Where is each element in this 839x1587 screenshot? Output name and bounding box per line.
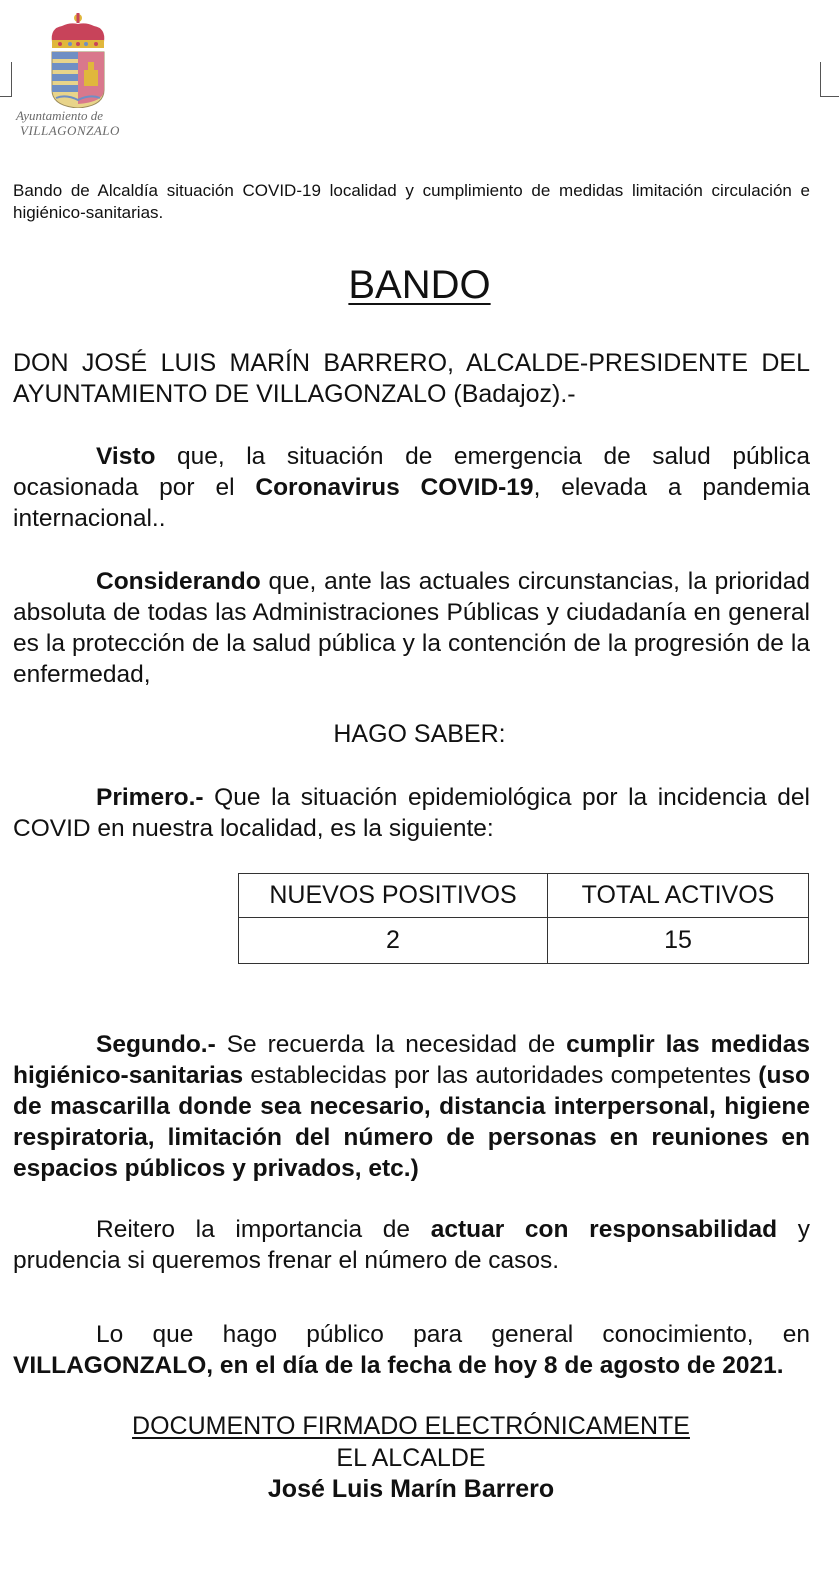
hago-saber-heading: HAGO SABER: [333,720,506,748]
paragraph-segundo [13,1029,810,1184]
paragraph-lead: Visto [96,443,156,470]
paragraph-lead: Primero.- [96,784,204,811]
paragraph-bold: VILLAGONZALO, en el día de la fecha de hoy 8 de agosto de 2021. [13,1352,784,1379]
value-total-activos: 15 [548,918,809,964]
paragraph-reitero [13,1214,810,1276]
signature-name: José Luis Marín Barrero [267,1475,555,1503]
value-nuevos-positivos: 2 [239,918,548,964]
paragraph-text: establecidas por las autoridades competentes [243,1062,759,1089]
paragraph-text: Lo que hago público para general conocimiento, en [96,1321,810,1348]
paragraph-bold: cumplir las medidas higiénico-sanitarias [13,1031,811,1089]
covid-stats-table [238,873,809,964]
document-title [0,262,839,308]
header-nuevos-positivos: NUEVOS POSITIVOS [239,874,548,918]
header-total-activos: TOTAL ACTIVOS [548,874,809,918]
paragraph-visto [13,441,810,534]
document-subject: Bando de Alcaldía situación COVID-19 localidad y cumplimiento de medidas limitación circulación e higiénico-sanitarias. [13,181,810,222]
municipal-logo [16,12,140,138]
paragraph-primero [13,782,810,844]
paragraph-text: Que la situación epidemiológica por la incidencia del COVID en nuestra localidad, es la siguiente: [13,784,810,842]
crop-mark-left [0,62,12,97]
signature-role: EL ALCALDE [336,1444,486,1472]
signature-block-line1 [0,1411,822,1442]
signed-electronically-text: DOCUMENTO FIRMADO ELECTRÓNICAMENTE [132,1412,690,1440]
paragraph-text: y prudencia si queremos frenar el número de casos. [13,1216,811,1274]
logo-caption-line2: VILLAGONZALO [20,123,120,138]
logo-caption-line1: Ayuntamiento de [16,108,104,123]
crop-mark-right [820,62,839,97]
paragraph-lead: Considerando [96,568,261,595]
paragraph-considerando [13,566,810,690]
paragraph-publicacion [13,1319,810,1381]
paragraph-text: Reitero la importancia de [96,1216,431,1243]
paragraph-bold: actuar con responsabilidad [430,1216,778,1243]
paragraph-text: , elevada a pandemia internacional.. [13,474,810,532]
paragraph-bold: Coronavirus COVID-19 [255,474,534,501]
coat-of-arms-icon [46,12,110,108]
paragraph-bold: (uso de mascarilla donde sea necesario, distancia interpersonal, higiene respiratoria, limitación del número de personas en reuniones en espacios públicos y privados, etc.) [13,1062,810,1182]
paragraph-text: que, ante las actuales circunstancias, la prioridad absoluta de todas las Administraciones Públicas y ciudadanía en general es la protección de la salud pública y la contención de la progresión de la enfermedad, [13,568,810,688]
paragraph-lead: Segundo.- [96,1031,216,1058]
table-header-row [239,874,809,918]
table-row [239,918,809,964]
title-text: BANDO [348,263,491,307]
mayor-heading: DON JOSÉ LUIS MARÍN BARRERO, ALCALDE-PRESIDENTE DEL AYUNTAMIENTO DE VILLAGONZALO (Badajoz).- [13,349,810,408]
paragraph-text: que, la situación de emergencia de salud pública ocasionada por el [13,443,810,501]
paragraph-text: Se recuerda la necesidad de [215,1031,567,1058]
